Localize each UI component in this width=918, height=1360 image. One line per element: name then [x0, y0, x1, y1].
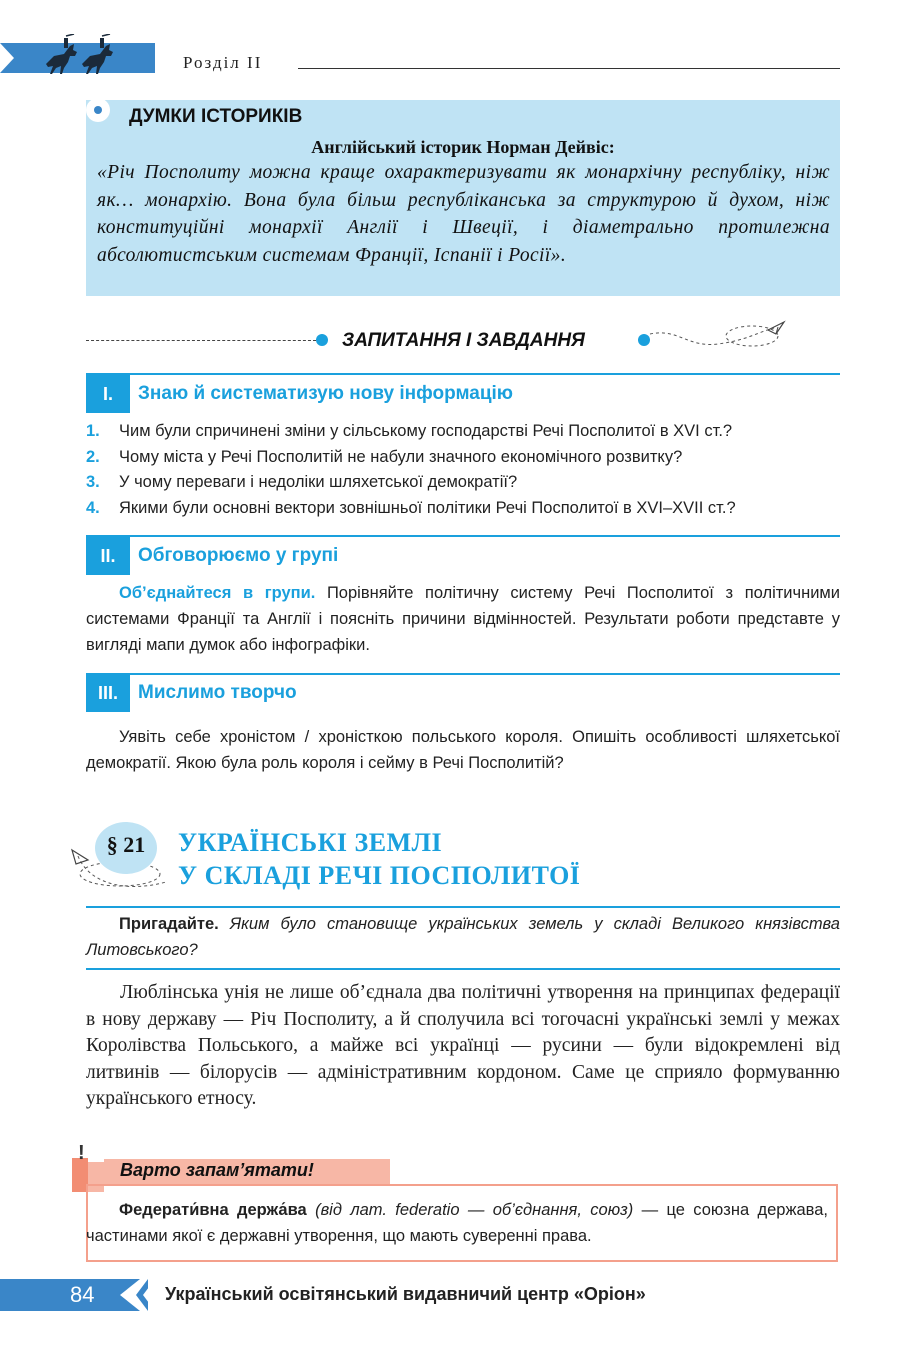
dashed-rule: [86, 340, 316, 341]
footer-chevron-cut: [143, 1279, 155, 1311]
header-rule: [298, 68, 840, 69]
group-task: [86, 580, 840, 658]
creative-task: Уявіть себе хроністом / хроністкою польського короля. Опишіть особливості шляхетської демократії. Якою була роль короля і сейму в Речі Посполитій?: [86, 728, 840, 772]
section-title: Обговорюємо у групі: [138, 545, 339, 566]
list-item: [86, 448, 682, 467]
item-number: 3.: [86, 473, 100, 491]
publisher: Український освітянський видавничий центр «Оріон»: [165, 1284, 646, 1304]
historians-title: ДУМКИ ІСТОРИКІВ: [129, 106, 303, 127]
section-label: Розділ ІІ: [183, 53, 263, 72]
paragraph-title-line2: У СКЛАДІ РЕЧІ ПОСПОЛИТОЇ: [178, 861, 581, 890]
section-rule: [86, 535, 840, 537]
item-text: Чому міста у Речі Посполитій не набули значного економічного розвитку?: [119, 448, 683, 466]
section-title: Знаю й систематизую нову інформацію: [138, 383, 514, 404]
header-chevron: [0, 43, 14, 73]
paper-plane-icon: [648, 318, 788, 352]
item-text: Якими були основні вектори зовнішньої політики Речі Посполитої в XVI–XVII ст.?: [119, 499, 736, 517]
bullet-dot-center: [94, 106, 102, 114]
item-number: 1.: [86, 422, 100, 440]
historian-author: Англійський історик Норман Дейвіс:: [311, 137, 615, 157]
definition: [86, 1197, 828, 1249]
paragraph-title: [178, 826, 580, 892]
definition-text: — це союзна держава, частинами якої є державні утворення, що мають суверенні права.: [86, 1201, 829, 1245]
section-badge: I.: [86, 375, 130, 413]
recall-rule-bottom: [86, 968, 840, 970]
historian-quote: «Річ Посполиту можна краще охарактеризувати як монархічну республіку, ніж як… монархію. Вона була більш республіканська за структурою й духом, ніж конституційні монархії Англії і Швеції, і діаметрально протилежна абсолютистським системам Франції, Іспанії і Росії».: [97, 162, 830, 266]
section-rule: [86, 673, 840, 675]
remember-title: Варто запам’ятати!: [120, 1160, 314, 1180]
section-title: Мислимо творчо: [138, 682, 297, 703]
section-badge: III.: [86, 674, 130, 712]
section-rule: [86, 373, 840, 375]
list-item: [86, 499, 736, 518]
group-task-text: Порівняйте політичну систему Речі Посполитої з політичними системами Франції та Англії і поясніть причини відмінностей. Результати роботи представте у вигляді мапи думок або інфографіки.: [86, 584, 840, 654]
list-item: [86, 422, 732, 441]
item-number: 2.: [86, 448, 100, 466]
item-number: 4.: [86, 499, 100, 517]
recall-label: Пригадайте.: [119, 915, 219, 933]
recall-block: [86, 911, 840, 963]
item-text: Чим були спричинені зміни у сільському господарстві Речі Посполитої в XVI ст.?: [119, 422, 733, 440]
paragraph-title-line1: УКРАЇНСЬКІ ЗЕМЛІ: [178, 828, 443, 857]
group-task-lead: Об’єднайтеся в групи.: [119, 584, 316, 602]
recall-text: Яким було становище українських земель у складі Великого князівства Литовського?: [86, 915, 840, 959]
questions-heading: ЗАПИТАННЯ І ЗАВДАННЯ: [342, 330, 585, 351]
definition-etymology: (від лат. federatio — об’єднання, союз): [315, 1201, 634, 1219]
section-badge: II.: [86, 537, 130, 575]
page-number: 84: [70, 1282, 95, 1307]
dot-icon: [316, 334, 328, 346]
definition-term: Федерати́вна держа́ва: [119, 1201, 307, 1219]
main-paragraph: Люблінська унія не лише об’єднала два політичні утворення на принципах федерації в нову державу — Річ Посполиту, а й сполучила всі тогочасні українські землі у межах Королівства Польського, а майже всі українці — русини — були відокремлені від литвинів — білорусів — адміністративним кордоном. Саме це сприяло формуванню українського етносу.: [86, 982, 840, 1109]
paragraph-number: § 21: [106, 832, 146, 857]
item-text: У чому переваги і недоліки шляхетської демократії?: [119, 473, 518, 491]
list-item: [86, 473, 517, 492]
recall-rule-top: [86, 906, 840, 908]
exclamation-icon: !: [78, 1142, 85, 1164]
horse-riders-icon: [44, 34, 124, 76]
